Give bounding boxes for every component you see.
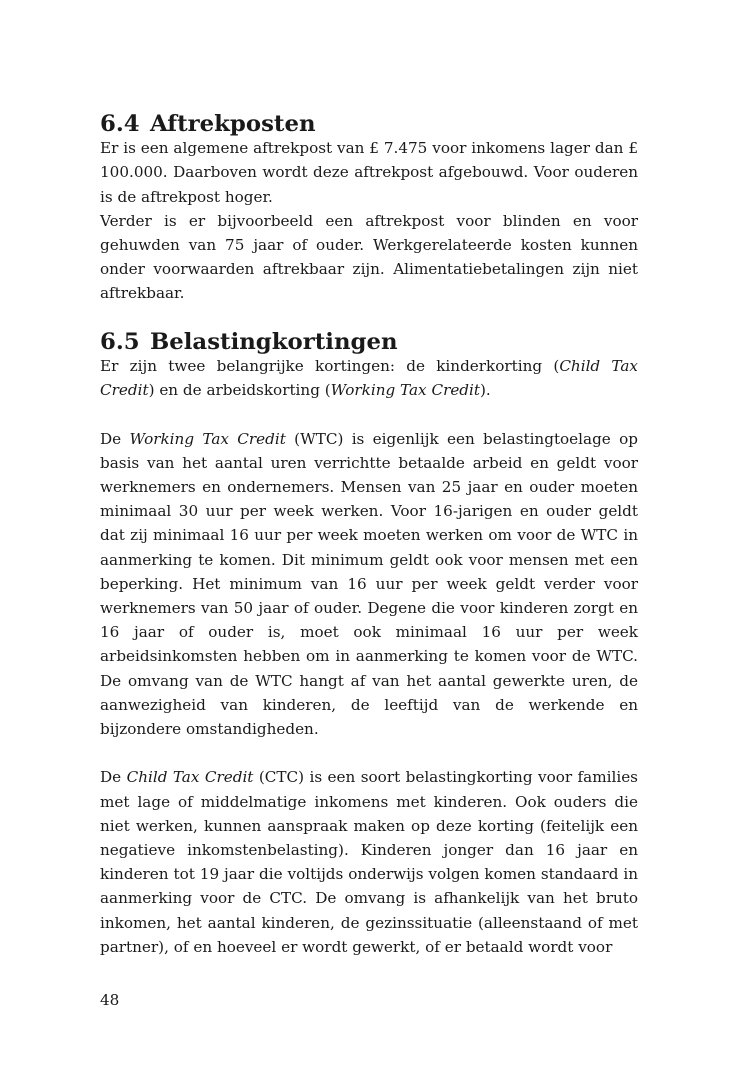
paragraph-aftrekpost-algemeen: Er is een algemene aftrekpost van £ 7.475 voor inkomens lager dan £ 100.000. Daarboven wordt deze aftrekpost afgebouwd. Voor ouderen is de aftrekpost hoger.: [100, 139, 638, 206]
section-heading-6-5: [100, 330, 638, 354]
section-number: 6.5: [100, 328, 140, 355]
section-title: Belastingkortingen: [150, 328, 398, 355]
paragraph-aftrekpost-overig: Verder is er bijvoorbeeld een aftrekpost voor blinden en voor gehuwden van 75 jaar of ouder. Werkgerelateerde kosten kunnen onder voorwaarden aftrekbaar zijn. Alimentatiebetalingen zijn niet aftrekbaar.: [100, 211, 638, 303]
paragraph-kortingen-intro: Er zijn twee belangrijke kortingen: de kinderkorting (Child Tax Credit) en de arbeidskorting (Working Tax Credit).: [100, 357, 638, 400]
section-title: Aftrekposten: [150, 111, 316, 137]
paragraph-child-tax-credit: De Child Tax Credit (CTC) is een soort belastingkorting voor families met lage of middelmatige inkomens met kinderen. Ook ouders die niet werken, kunnen aanspraak maken op deze korting (feitelijk een negatieve inkomstenbelasting). Kinderen jonger dan 16 jaar en kinderen tot 19 jaar die voltijds onderwijs volgen komen standaard in aanmerking voor de CTC. De omvang is afhankelijk van het bruto inkomen, het aantal kinderen, de gezinssituatie (alleenstaand of met partner), of en hoeveel er wordt gewerkt, of er betaald wordt voor: [100, 768, 638, 956]
section-number: 6.4: [100, 111, 140, 137]
paragraph-working-tax-credit: De Working Tax Credit (WTC) is eigenlijk een belastingtoelage op basis van het aantal uren verrichtte betaalde arbeid en geldt voor werknemers en ondernemers. Mensen van 25 jaar en ouder moeten minimaal 30 uur per week werken. Voor 16-jarigen en ouder geldt dat zij minimaal 16 uur per week moeten werken om voor de WTC in aanmerking te komen. Dit minimum geldt ook voor mensen met een beperking. Het minimum van 16 uur per week geldt verder voor werknemers van 50 jaar of ouder. Degene die voor kinderen zorgt en 16 jaar of ouder is, moet ook minimaal 16 uur per week arbeidsinkomsten hebben om in aanmerking te komen voor de WTC. De omvang van de WTC hangt af van het aantal gewerkte uren, de aanwezigheid van kinderen, de leeftijd van de werkende en bijzondere omstandigheden.: [100, 429, 638, 739]
page-number: 48: [100, 991, 120, 1009]
section-heading-6-4: [100, 112, 638, 136]
page-body: [100, 112, 638, 959]
